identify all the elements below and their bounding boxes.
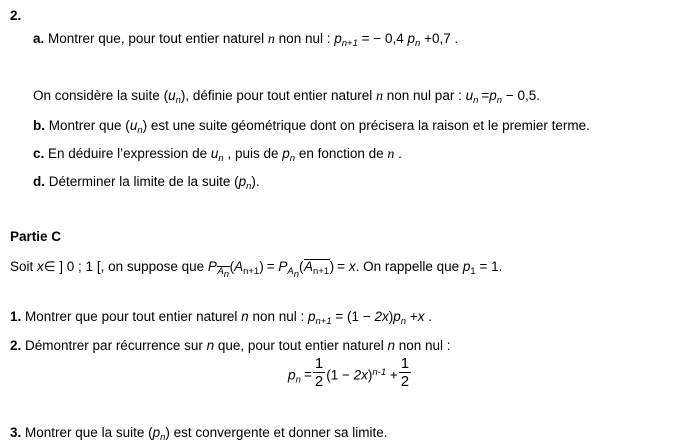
intro-u-text-1: On considère la suite (: [33, 88, 169, 103]
displayed-formula-pn: [0, 356, 700, 390]
item-2d-p: p: [238, 174, 247, 189]
partie-c-item-1-p-sub: n: [400, 316, 407, 328]
item-2d-p-sub: n: [246, 181, 252, 193]
intro-u-period: .: [536, 88, 541, 103]
probability-1-arg-sub: n+1: [243, 266, 260, 278]
partie-c-item-1-text-1: Montrer que pour tout entier naturel: [25, 309, 242, 324]
item-2c-p-sub: n: [289, 153, 296, 165]
partie-c-item-3-p: p: [152, 425, 161, 440]
display-open-paren: (: [326, 367, 331, 383]
item-2b-text-1: Montrer que (: [48, 118, 130, 133]
partie-c-intro-text-1: Soit: [10, 259, 38, 274]
fraction-1-denominator: 2: [314, 373, 324, 391]
item-2a-term: p: [407, 31, 415, 46]
partie-c-intro-x-value: x: [348, 259, 356, 274]
fraction-2-numerator: 1: [400, 355, 410, 372]
intro-u-def-lhs: u: [465, 88, 474, 103]
probability-2-arg-base: A: [304, 259, 314, 274]
item-2a-constant: 0,7: [431, 31, 451, 46]
partie-c-intro: Soit x∈ ] 0 ; 1 [, on suppose que $P_{An}(A_{n+1}) = P_{An}(A_{n+1}) = x$. On rappelle que $p_1 = 1$.: [10, 259, 503, 281]
item-2d-text-2: ).: [251, 174, 260, 189]
partie-c-item-3-text-1: Montrer que la suite (: [25, 425, 153, 440]
item-2a-label: a.: [33, 31, 45, 46]
partie-c-intro-period: .: [498, 259, 503, 274]
intro-u-var-n: n: [376, 89, 384, 104]
display-equals: =: [303, 367, 312, 383]
partie-c-intro-interval: ] 0 ; 1 [: [59, 259, 101, 274]
display-two-x: 2x: [353, 367, 368, 383]
item-2b: [33, 118, 590, 137]
intro-u-minus: −: [505, 88, 514, 103]
display-lhs: p: [287, 366, 296, 383]
probability-1-condition: [217, 266, 230, 281]
partie-c-item-1-var-n: n: [241, 309, 249, 324]
item-2a-text-after: non nul :: [274, 31, 335, 46]
item-2d-label: d.: [33, 174, 45, 189]
partie-c-item-1: [10, 309, 432, 328]
item-2c-u: u: [210, 146, 219, 161]
probability-2-condition-sub: n: [293, 269, 300, 281]
display-minus: −: [341, 367, 350, 383]
item-2c-text-2: , puis de: [223, 146, 283, 161]
item-2c-text-1: En déduire l’expression de: [48, 146, 211, 161]
partie-c-intro-p-sub: 1: [470, 266, 476, 278]
item-2a-coef: 0,4: [384, 31, 404, 46]
intro-suite-u: [33, 88, 540, 107]
display-lhs-sub: n: [295, 374, 301, 386]
intro-u-equals: =: [481, 88, 490, 103]
display-plus: +: [389, 367, 398, 383]
probability-1-P: P: [207, 259, 217, 274]
probability-2-P: P: [278, 259, 288, 274]
probability-1-condition-base: A: [217, 266, 224, 278]
fraction-one-half-second: [399, 356, 411, 390]
item-2a: [33, 31, 458, 50]
partie-c-item-1-equals: =: [335, 309, 344, 324]
partie-c-intro-membership: ∈: [43, 259, 56, 274]
probability-2-condition: [287, 266, 300, 281]
partie-c-item-1-minus: −: [362, 309, 371, 324]
item-2a-plus: +: [424, 31, 432, 46]
partie-c-intro-p: p: [462, 259, 471, 274]
item-2d: [33, 174, 260, 193]
partie-c-item-3-text-2: ) est convergente et donner sa limite.: [165, 425, 388, 440]
item-2b-label: b.: [33, 118, 45, 133]
partie-c-item-1-plus: +: [409, 309, 418, 324]
item-2b-text-2: ) est une suite géométrique dont on précisera la raison et le premier terme.: [142, 118, 590, 133]
partie-c-item-1-lhs-sub: n+1: [315, 316, 332, 328]
item-2b-u: u: [129, 118, 138, 133]
item-2c-text-3: en fonction de: [295, 146, 388, 161]
fraction-2-denominator: 2: [400, 373, 410, 391]
partie-c-item-2: [10, 338, 451, 355]
display-close-paren: ): [367, 367, 373, 383]
item-2c-var-n: n: [387, 147, 395, 162]
partie-c-item-2-var-n2: n: [387, 338, 396, 353]
partie-c-intro-equals-3: =: [479, 259, 488, 274]
item-2b-u-sub: n: [137, 125, 143, 137]
display-one: 1: [330, 367, 339, 383]
item-2c-p: p: [282, 146, 290, 161]
item-2a-equals: =: [361, 31, 370, 46]
partie-c-item-1-x: x: [417, 309, 425, 324]
section-number-2: 2.: [10, 8, 22, 23]
item-2a-var-n: n: [267, 32, 275, 47]
partie-c-item-1-label: 1.: [10, 309, 22, 324]
item-2a-formula-lhs: p: [334, 31, 342, 46]
fraction-1-numerator: 1: [314, 355, 324, 372]
partie-c-item-3-label: 3.: [10, 425, 22, 440]
item-2d-text-1: Déterminer la limite de la suite (: [48, 174, 239, 189]
partie-c-item-1-one: 1: [351, 309, 360, 324]
probability-1-arg-base: A: [234, 259, 244, 274]
partie-c-item-1-open: (: [347, 309, 352, 324]
intro-u-text-3: non nul par :: [383, 88, 466, 103]
intro-u-def-rhs-sub: n: [496, 95, 503, 107]
intro-u-value: 0,5: [517, 88, 537, 103]
item-2c-label: c.: [33, 146, 45, 161]
probability-1-condition-sub: n: [223, 269, 230, 281]
display-exponent: n-1: [372, 367, 387, 379]
partie-c-intro-text-3: . On rappelle que: [355, 259, 463, 274]
partie-c-intro-equals-1: =: [266, 259, 275, 274]
intro-u-def-lhs-sub: n: [473, 95, 479, 107]
intro-u-def-rhs: p: [489, 88, 497, 103]
intro-u-text-2: ), définie pour tout entier naturel: [180, 88, 377, 103]
probability-2-arg-sub: n+1: [313, 266, 330, 278]
probability-2-arg-complement: [304, 259, 330, 277]
item-2c: [33, 146, 402, 165]
partie-c-item-1-text-2: non nul :: [248, 309, 308, 324]
partie-c-item-2-label: 2.: [10, 338, 22, 353]
fraction-one-half-first: [313, 356, 325, 390]
partie-c-item-3-p-sub: n: [160, 432, 166, 444]
partie-c-intro-x: x: [37, 259, 44, 274]
probability-2-condition-base: A: [287, 266, 294, 278]
partie-c-intro-text-2: , on suppose que: [100, 259, 208, 274]
partie-c-item-3: [10, 425, 388, 444]
partie-c-intro-p1-value: 1: [491, 259, 499, 274]
item-2a-minus: −: [373, 31, 382, 46]
partie-c-item-1-close: ): [388, 309, 394, 324]
item-2a-text-before: Montrer que, pour tout entier naturel: [48, 31, 268, 46]
partie-c-intro-equals-2: =: [337, 259, 346, 274]
partie-c-item-2-text-2: que, pour tout entier naturel: [214, 338, 388, 353]
intro-u-symbol-sub: n: [175, 95, 181, 107]
partie-c-item-2-var-n: n: [206, 338, 215, 353]
item-2a-term-sub: n: [415, 38, 421, 50]
item-2a-formula-lhs-sub: n+1: [341, 38, 358, 50]
partie-c-item-2-text-3: non nul :: [395, 338, 451, 353]
partie-c-item-2-text-1: Démontrer par récurrence sur: [25, 338, 207, 353]
partie-c-heading: Partie C: [10, 229, 62, 244]
item-2c-u-sub: n: [218, 153, 224, 165]
partie-c-item-1-lhs: p: [307, 309, 316, 324]
item-2a-period: .: [454, 31, 459, 46]
partie-c-item-1-period: .: [428, 309, 432, 324]
item-2c-text-4: .: [394, 146, 402, 161]
partie-c-item-1-two-x: 2x: [374, 309, 389, 324]
intro-u-symbol: u: [168, 88, 176, 103]
partie-c-item-1-p: p: [393, 309, 401, 324]
